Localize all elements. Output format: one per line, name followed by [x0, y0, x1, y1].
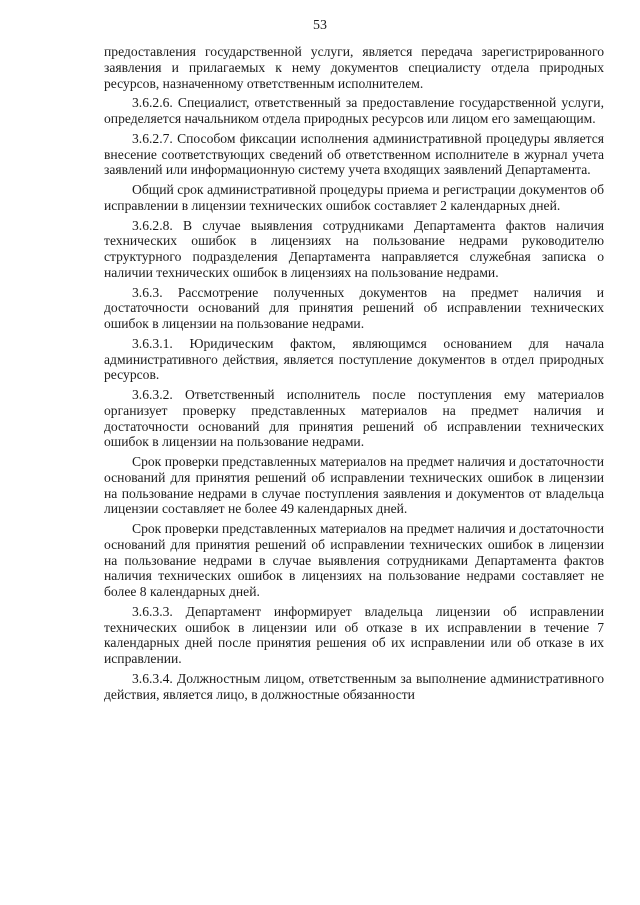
paragraph-3-6-3-4: 3.6.3.4. Должностным лицом, ответственным за выполнение административного действия, является лицо, в должностные обязанности: [104, 670, 604, 702]
paragraph-3-6-2-8: 3.6.2.8. В случае выявления сотрудниками Департамента фактов наличия технических ошибок в лицензиях на пользование недрами руководителю структурного подразделения Департамента направляется служебная записка о наличии технических ошибок в лицензиях на пользование недрами.: [104, 217, 604, 280]
page-number: 53: [313, 18, 327, 33]
paragraph-3-6-3-2: 3.6.3.2. Ответственный исполнитель после поступления ему материалов организует проверку представленных материалов на предмет наличия и достаточности оснований для принятия решений об исправлении технических ошибок в лицензии на пользование недрами.: [104, 387, 604, 450]
paragraph-3-6-2-6: 3.6.2.6. Специалист, ответственный за предоставление государственной услуги, определяется начальником отдела природных ресурсов или лицом его замещающим.: [104, 95, 604, 126]
paragraph-check-term-detection: Срок проверки представленных материалов на предмет наличия и достаточности оснований для принятия решений об исправлении технических ошибок в лицензии на пользование недрами в случае выявления сотрудниками Департамента фактов наличия технических ошибок в лицензиях на пользование недрами составляет не более 8 календарных дней.: [104, 521, 604, 599]
paragraph-3-6-3-3: 3.6.3.3. Департамент информирует владельца лицензии об исправлении технических ошибок в лицензии или об отказе в их исправлении в течение 7 календарных дней после принятия решения об их исправлении или об отказе в их исправлении.: [104, 603, 604, 666]
paragraph-3-6-3: 3.6.3. Рассмотрение полученных документов на предмет наличия и достаточности оснований для принятия решений об исправлении технических ошибок в лицензии на пользование недрами.: [104, 284, 604, 331]
paragraph-check-term-application: Срок проверки представленных материалов на предмет наличия и достаточности оснований для принятия решений об исправлении технических ошибок в лицензии на пользование недрами в случае поступления заявления и документов от владельца лицензии составляет не более 49 календарных дней.: [104, 454, 604, 517]
paragraph-3-6-3-1: 3.6.3.1. Юридическим фактом, являющимся основанием для начала административного действия, является поступление документов в отдел природных ресурсов.: [104, 335, 604, 383]
document-body: [104, 44, 604, 706]
paragraph-continuation: предоставления государственной услуги, является передача зарегистрированного заявления и прилагаемых к нему документов специалисту отдела природных ресурсов, назначенному ответственным исполнителем.: [104, 44, 604, 91]
paragraph-total-term: Общий срок административной процедуры приема и регистрации документов об исправлении в лицензии технических ошибок составляет 2 календарных дней.: [104, 182, 604, 213]
paragraph-3-6-2-7: 3.6.2.7. Способом фиксации исполнения административной процедуры является внесение соответствующих сведений об ответственном исполнителе в журнал учета заявлений или информационную систему учета входящих заявлений Департамента.: [104, 130, 604, 178]
